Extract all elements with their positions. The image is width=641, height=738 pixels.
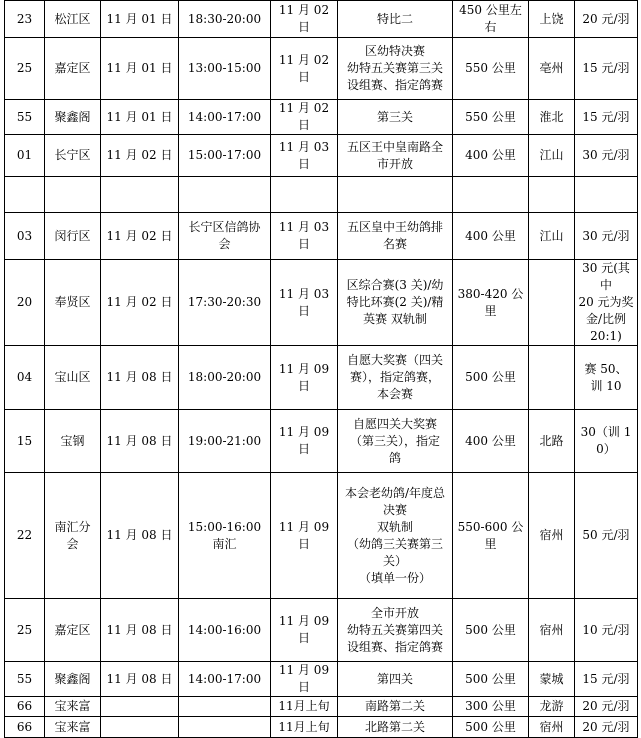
entry-date-cell: 11 月 08 日 [101,346,179,410]
table-row [5,346,638,410]
release-date-cell: 11 月 03 日 [271,135,338,177]
fee-cell: 10 元/羽 [575,599,638,662]
distance-cell: 380-420 公 里 [453,260,529,346]
district-name-cell [45,177,101,213]
release-place-cell [529,260,575,346]
entry-time-cell: 18:00-20:00 [179,346,271,410]
schedule-body [5,1,638,738]
entry-date-cell: 11 月 02 日 [101,213,179,260]
distance-cell: 500 公里 [453,346,529,410]
entry-time-cell: 14:00-16:00 [179,599,271,662]
distance-cell [453,177,529,213]
row-number-cell: 01 [5,135,45,177]
event-name-cell: 特比二 [338,1,453,38]
distance-cell: 550 公里 [453,38,529,100]
entry-date-cell: 11 月 08 日 [101,410,179,473]
entry-time-cell: 15:00-17:00 [179,135,271,177]
row-number-cell: 55 [5,100,45,135]
district-name-cell: 宝山区 [45,346,101,410]
entry-date-cell: 11 月 08 日 [101,662,179,697]
table-row [5,473,638,599]
release-place-cell [529,346,575,410]
event-name-cell: 南路第二关 [338,697,453,717]
row-number-cell: 20 [5,260,45,346]
release-place-cell: 蒙城 [529,662,575,697]
district-name-cell: 宝来富 [45,717,101,738]
row-number-cell: 03 [5,213,45,260]
entry-date-cell: 11 月 01 日 [101,38,179,100]
release-place-cell: 宿州 [529,473,575,599]
release-date-cell: 11 月 09 日 [271,599,338,662]
event-name-cell: 自愿大奖赛（四关 赛），指定鸽赛， 本会赛 [338,346,453,410]
release-date-cell: 11 月 02 日 [271,100,338,135]
entry-time-cell: 17:30-20:30 [179,260,271,346]
event-name-cell: 第四关 [338,662,453,697]
entry-date-cell [101,177,179,213]
table-row [5,213,638,260]
fee-cell: 30 元(其中 20 元为奖 金/比例 20:1) [575,260,638,346]
event-name-cell: 区幼特决赛 幼特五关赛第三关 设组赛、指定鸽赛 [338,38,453,100]
race-schedule-table [4,0,638,738]
district-name-cell: 嘉定区 [45,38,101,100]
row-number-cell: 23 [5,1,45,38]
district-name-cell: 嘉定区 [45,599,101,662]
fee-cell: 15 元/羽 [575,662,638,697]
release-date-cell: 11 月 09 日 [271,346,338,410]
fee-cell: 15 元/羽 [575,38,638,100]
fee-cell: 20 元/羽 [575,1,638,38]
fee-cell: 15 元/羽 [575,100,638,135]
table-row [5,410,638,473]
release-place-cell: 宿州 [529,599,575,662]
release-place-cell: 亳州 [529,38,575,100]
event-name-cell: 北路第二关 [338,717,453,738]
entry-date-cell: 11 月 08 日 [101,473,179,599]
distance-cell: 500 公里 [453,599,529,662]
entry-date-cell: 11 月 02 日 [101,135,179,177]
row-number-cell: 55 [5,662,45,697]
row-number-cell: 15 [5,410,45,473]
entry-time-cell: 14:00-17:00 [179,662,271,697]
table-row [5,1,638,38]
release-place-cell: 淮北 [529,100,575,135]
release-date-cell: 11 月 02 日 [271,38,338,100]
entry-date-cell: 11 月 02 日 [101,260,179,346]
event-name-cell: 五区王中皇南路全 市开放 [338,135,453,177]
fee-cell [575,177,638,213]
row-number-cell: 04 [5,346,45,410]
fee-cell: 20 元/羽 [575,717,638,738]
release-place-cell: 北路 [529,410,575,473]
fee-cell: 20 元/羽 [575,697,638,717]
entry-date-cell: 11 月 01 日 [101,1,179,38]
district-name-cell: 聚鑫阁 [45,100,101,135]
distance-cell: 400 公里 [453,213,529,260]
release-date-cell: 11 月 09 日 [271,410,338,473]
distance-cell: 400 公里 [453,410,529,473]
release-date-cell: 11月上旬 [271,717,338,738]
distance-cell: 500 公里 [453,717,529,738]
table-row [5,100,638,135]
event-name-cell: 全市开放 幼特五关赛第四关 设组赛、指定鸽赛 [338,599,453,662]
fee-cell: 30 元/羽 [575,213,638,260]
table-row [5,135,638,177]
district-name-cell: 宝来富 [45,697,101,717]
entry-time-cell [179,717,271,738]
release-date-cell: 11月上旬 [271,697,338,717]
entry-time-cell: 19:00-21:00 [179,410,271,473]
distance-cell: 550-600 公 里 [453,473,529,599]
table-row [5,260,638,346]
release-date-cell: 11 月 03 日 [271,260,338,346]
distance-cell: 450 公里左 右 [453,1,529,38]
entry-time-cell: 14:00-17:00 [179,100,271,135]
distance-cell: 550 公里 [453,100,529,135]
table-row [5,177,638,213]
entry-time-cell: 长宁区信鸽协 会 [179,213,271,260]
release-place-cell: 宿州 [529,717,575,738]
table-row [5,38,638,100]
district-name-cell: 宝钢 [45,410,101,473]
entry-date-cell [101,717,179,738]
distance-cell: 300 公里 [453,697,529,717]
distance-cell: 500 公里 [453,662,529,697]
row-number-cell: 25 [5,599,45,662]
release-place-cell: 龙游 [529,697,575,717]
release-place-cell: 江山 [529,213,575,260]
fee-cell: 50 元/羽 [575,473,638,599]
row-number-cell: 25 [5,38,45,100]
event-name-cell [338,177,453,213]
fee-cell: 赛 50、 训 10 [575,346,638,410]
district-name-cell: 聚鑫阁 [45,662,101,697]
entry-time-cell [179,177,271,213]
event-name-cell: 五区皇中王幼鸽排 名赛 [338,213,453,260]
event-name-cell: 本会老幼鸽/年度总 决赛 双轨制 （幼鸽三关赛第三 关） （填单一份） [338,473,453,599]
entry-date-cell [101,697,179,717]
event-name-cell: 区综合赛(3 关)/幼 特比环赛(2 关)/精 英赛 双轨制 [338,260,453,346]
table-row [5,599,638,662]
release-date-cell: 11 月 02 日 [271,1,338,38]
release-date-cell: 11 月 09 日 [271,473,338,599]
entry-time-cell: 15:00-16:00 南汇 [179,473,271,599]
fee-cell: 30 元/羽 [575,135,638,177]
row-number-cell [5,177,45,213]
entry-time-cell [179,697,271,717]
release-date-cell: 11 月 03 日 [271,213,338,260]
release-date-cell: 11 月 09 日 [271,662,338,697]
row-number-cell: 66 [5,697,45,717]
table-row [5,697,638,717]
district-name-cell: 南汇分 会 [45,473,101,599]
release-place-cell: 上饶 [529,1,575,38]
distance-cell: 400 公里 [453,135,529,177]
fee-cell: 30（训 10） [575,410,638,473]
table-row [5,662,638,697]
entry-date-cell: 11 月 01 日 [101,100,179,135]
district-name-cell: 松江区 [45,1,101,38]
row-number-cell: 22 [5,473,45,599]
event-name-cell: 第三关 [338,100,453,135]
table-row [5,717,638,738]
entry-time-cell: 18:30-20:00 [179,1,271,38]
district-name-cell: 奉贤区 [45,260,101,346]
entry-date-cell: 11 月 08 日 [101,599,179,662]
district-name-cell: 长宁区 [45,135,101,177]
entry-time-cell: 13:00-15:00 [179,38,271,100]
event-name-cell: 自愿四关大奖赛 （第三关），指定 鸽 [338,410,453,473]
release-place-cell [529,177,575,213]
row-number-cell: 66 [5,717,45,738]
release-place-cell: 江山 [529,135,575,177]
district-name-cell: 闵行区 [45,213,101,260]
release-date-cell [271,177,338,213]
